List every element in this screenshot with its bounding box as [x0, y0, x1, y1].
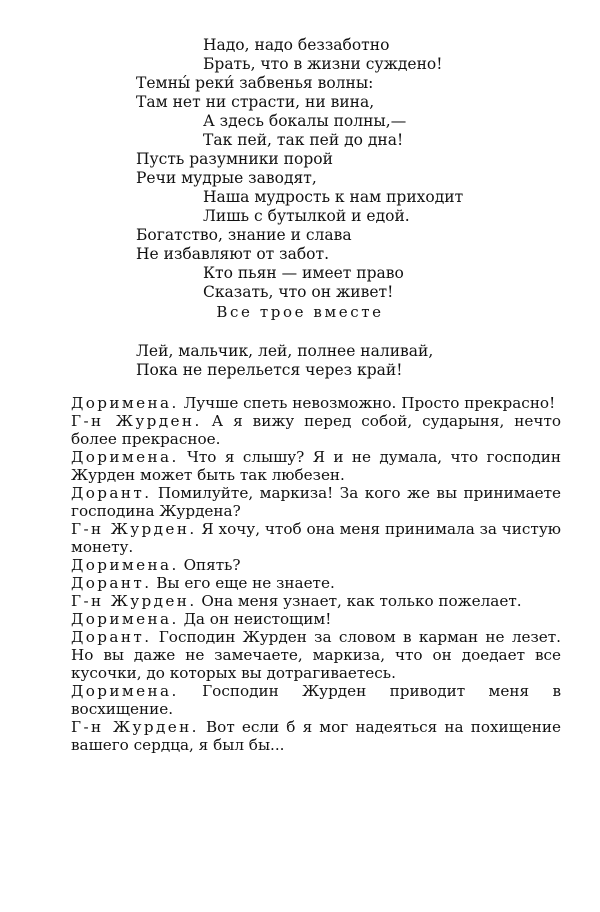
speech-line	[71, 520, 561, 556]
speech-text: Что я слышу? Я и не думала, что господин Журден может быть так любезен.	[71, 448, 561, 484]
speech-line	[71, 574, 561, 592]
speaker-name: Доримена.	[71, 448, 179, 466]
dialogue-block	[71, 394, 561, 754]
speech-text: Вот если б я мог надеяться на похищение вашего сердца, я был бы...	[71, 718, 561, 754]
speech-text: Господин Журден приводит меня в восхищение.	[71, 682, 561, 718]
verse-line: Пусть разумники порой	[136, 150, 333, 168]
speech-text: Господин Журден за словом в карман не лезет. Но вы даже не замечаете, маркиза, что он доедает все кусочки, до которых вы дотрагиваетесь.	[71, 628, 561, 682]
speech-text: Я хочу, чтоб она меня принимала за чистую монету.	[71, 520, 561, 556]
chorus-line: Лей, мальчик, лей, полнее наливай,	[136, 342, 434, 360]
speech-line	[71, 592, 561, 610]
speaker-name: Г-н Журден.	[71, 592, 197, 610]
verse-line: Не избавляют от забот.	[136, 245, 330, 263]
speech-text: Она меня узнает, как только пожелает.	[196, 592, 522, 610]
speech-text: Помилуйте, маркиза! За кого же вы принимаете господина Журдена?	[71, 484, 561, 520]
verse-line: Брать, что в жизни суждено!	[203, 55, 443, 73]
speech-line	[71, 682, 561, 718]
verse-line: Так пей, так пей до дна!	[203, 131, 404, 149]
speech-line	[71, 412, 561, 448]
speaker-name: Дорант.	[71, 628, 152, 646]
speaker-name: Дорант.	[71, 484, 152, 502]
speech-line	[71, 610, 561, 628]
verse-line: Лишь с бутылкой и едой.	[203, 207, 410, 225]
chorus-line: Пока не перельется через край!	[136, 361, 403, 379]
speech-line	[71, 628, 561, 682]
verse-line: Сказать, что он живет!	[203, 283, 394, 301]
speech-line	[71, 556, 561, 574]
speech-text: Опять?	[178, 556, 241, 574]
speaker-name: Г-н Журден.	[71, 412, 202, 430]
speech-text: А я вижу перед собой, сударыня, нечто более прекрасное.	[71, 412, 561, 448]
speech-line	[71, 448, 561, 484]
speech-text: Да он неистощим!	[178, 610, 332, 628]
speech-line	[71, 718, 561, 754]
speaker-name: Доримена.	[71, 682, 179, 700]
verse-line: Богатство, знание и слава	[136, 226, 352, 244]
verse-line: Кто пьян — имеет право	[203, 264, 404, 282]
speech-line	[71, 484, 561, 520]
speaker-name: Дорант.	[71, 574, 152, 592]
verse-line: А здесь бокалы полны,—	[203, 112, 407, 130]
speaker-name: Г-н Журден.	[71, 718, 199, 736]
speaker-name: Доримена.	[71, 556, 179, 574]
verse-line: Надо, надо беззаботно	[203, 36, 390, 54]
chorus-heading: Все трое вместе	[216, 303, 384, 321]
speaker-name: Доримена.	[71, 610, 179, 628]
verse-line: Речи мудрые заводят,	[136, 169, 317, 187]
speech-text: Вы его еще не знаете.	[151, 574, 335, 592]
verse-line: Там нет ни страсти, ни вина,	[136, 93, 375, 111]
speaker-name: Доримена.	[71, 394, 179, 412]
verse-line: Темны́ реки́ забвенья волны:	[136, 74, 374, 92]
speaker-name: Г-н Журден.	[71, 520, 197, 538]
verse-line: Наша мудрость к нам приходит	[203, 188, 464, 206]
speech-line	[71, 394, 561, 412]
speech-text: Лучше спеть невозможно. Просто прекрасно!	[178, 394, 556, 412]
